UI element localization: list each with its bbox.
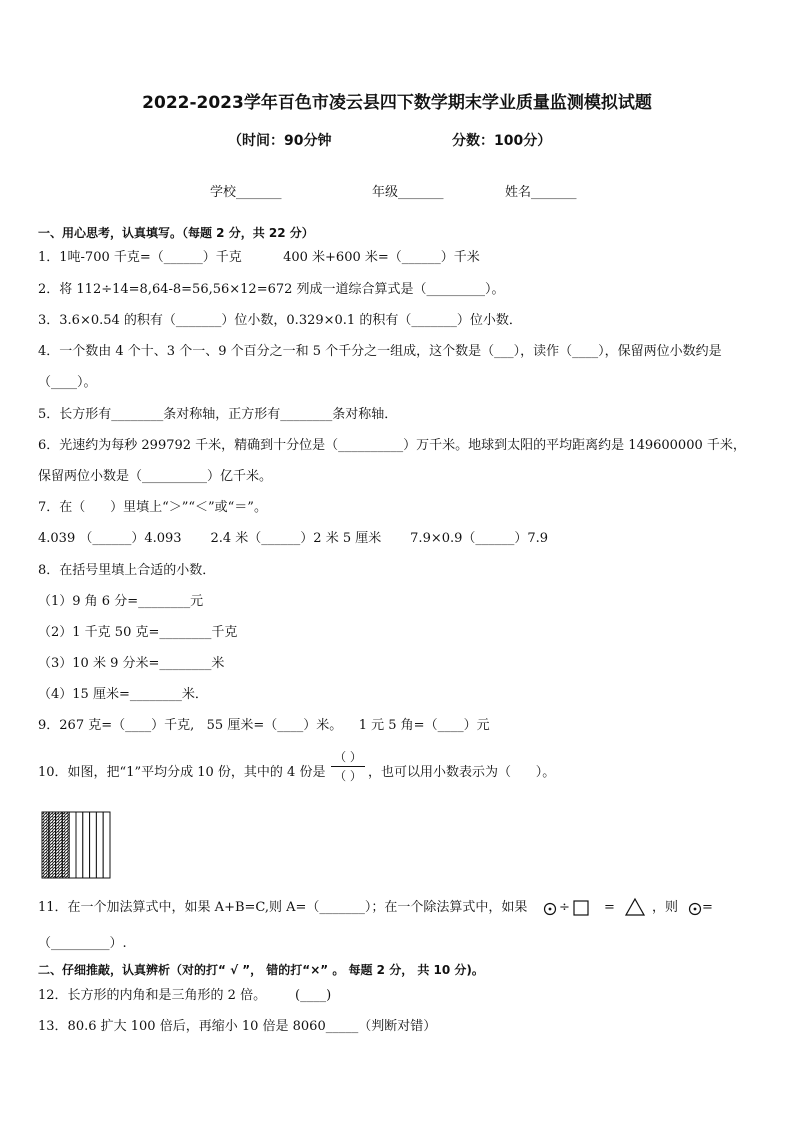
shaded-strip bbox=[62, 812, 69, 878]
circle-dot-icon bbox=[688, 902, 702, 916]
fraction-bar bbox=[331, 766, 365, 767]
question-8: 8．在括号里填上合适的小数． bbox=[38, 563, 216, 578]
school-field: 学校_______ bbox=[210, 185, 282, 200]
divide-sign: ÷ bbox=[559, 900, 570, 915]
question-10-continued: ，也可以用小数表示为（ ）。 bbox=[368, 765, 556, 780]
fraction-denominator: （ ） bbox=[334, 769, 362, 783]
unshaded-strip bbox=[83, 812, 90, 878]
question-13: 13．80.6 扩大 100 倍后，再缩小 10 倍是 8060_____（判断对错） bbox=[38, 1019, 437, 1034]
page-title: 2022-2023学年百色市凌云县四下数学期末学业质量监测模拟试题 bbox=[142, 93, 652, 113]
equals-sign: = bbox=[604, 900, 615, 915]
exam-time: （时间：90分钟 bbox=[228, 133, 332, 149]
question-9: 9．267 克=（____）千克, 55 厘米=（____）米。 1 元 5 角=（____）元 bbox=[38, 718, 490, 733]
then-text: ，则 bbox=[652, 900, 679, 915]
question-7-items: 4.039 （______）4.093 2.4 米（______）2 米 5 厘米 7.9×0.9（______）7.9 bbox=[38, 531, 549, 546]
section-2-heading: 二、仔细推敲，认真辨析（对的打“ √ ”， 错的打“×” 。 每题 2 分， 共 10 分)。 bbox=[38, 963, 484, 977]
circle-dot-icon bbox=[543, 902, 557, 916]
unshaded-strip bbox=[76, 812, 83, 878]
shaded-strip bbox=[49, 812, 56, 878]
question-8-3: （3）10 米 9 分米=________米 bbox=[38, 656, 225, 671]
question-6: 6．光速约为每秒 299792 千米，精确到十分位是（__________）万千米。地球到太阳的平均距离约是 149600000 千米， bbox=[38, 438, 746, 453]
question-8-2: （2）1 千克 50 克=________千克 bbox=[38, 625, 238, 640]
grade-field: 年级_______ bbox=[372, 185, 444, 200]
question-8-1: （1）9 角 6 分=________元 bbox=[38, 594, 204, 609]
fraction-numerator: （ ） bbox=[334, 750, 362, 764]
unshaded-strip bbox=[96, 812, 103, 878]
question-7: 7．在（ ）里填上“＞”“＜”或“＝”。 bbox=[38, 500, 267, 515]
question-2: 2．将 112÷14=8,64-8=56,56×12=672 列成一道综合算式是（_________）。 bbox=[38, 282, 505, 297]
section-1-heading: 一、用心思考，认真填写。（每题 2 分，共 22 分） bbox=[38, 226, 314, 240]
shaded-strip bbox=[56, 812, 63, 878]
question-6-continued: 保留两位小数是（__________）亿千米。 bbox=[38, 469, 273, 484]
question-11: 11．在一个加法算式中，如果 A+B=C,则 A=（_______）；在一个除法算式中，如果 bbox=[38, 900, 528, 915]
question-11-continued: （_________）. bbox=[38, 936, 127, 951]
question-5: 5．长方形有________条对称轴，正方形有________条对称轴． bbox=[38, 407, 398, 422]
unshaded-strip bbox=[69, 812, 76, 878]
name-field: 姓名_______ bbox=[505, 185, 577, 200]
fraction-blank bbox=[331, 749, 365, 784]
question-3: 3．3.6×0.54 的积有（_______）位小数，0.329×0.1 的积有（_______）位小数． bbox=[38, 313, 522, 328]
question-1: 1．1吨-700 千克=（______）千克 400 米+600 米=（______）千米 bbox=[38, 250, 480, 265]
question-12: 12．长方形的内角和是三角形的 2 倍。 (____) bbox=[38, 988, 332, 1003]
question-8-4: （4）15 厘米=________米． bbox=[38, 687, 208, 702]
unshaded-strip bbox=[90, 812, 97, 878]
triangle-icon bbox=[625, 897, 645, 917]
tenths-figure bbox=[40, 810, 112, 880]
unshaded-strip bbox=[103, 812, 110, 878]
shaded-strip bbox=[42, 812, 49, 878]
equals-sign-end: = bbox=[702, 900, 713, 915]
question-4: 4．一个数由 4 个十、3 个一、9 个百分之一和 5 个千分之一组成，这个数是（___），读作（____），保留两位小数约是 bbox=[38, 344, 722, 359]
square-icon bbox=[573, 900, 589, 916]
question-10: 10．如图，把“1”平均分成 10 份，其中的 4 份是 bbox=[38, 765, 326, 780]
exam-score: 分数：100分） bbox=[452, 133, 552, 149]
question-4-continued: （____）。 bbox=[38, 375, 97, 390]
